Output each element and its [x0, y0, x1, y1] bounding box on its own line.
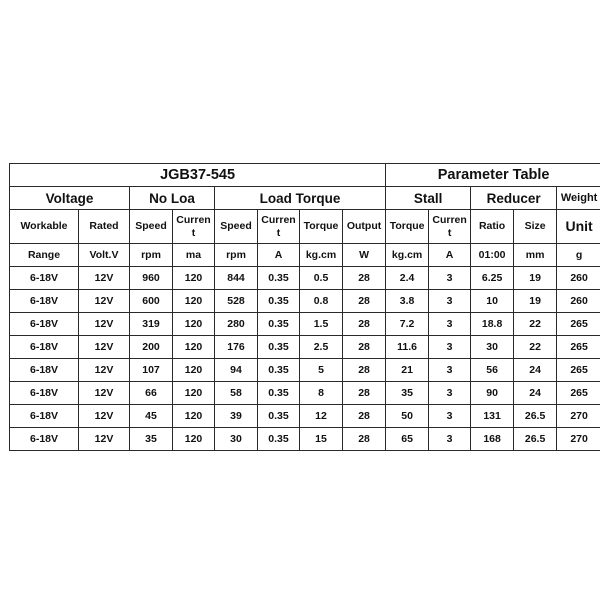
table-cell: 8	[300, 382, 343, 405]
table-cell: 2.4	[386, 267, 429, 290]
table-cell: 11.6	[386, 336, 429, 359]
table-cell: 120	[173, 382, 215, 405]
table-cell: 120	[173, 267, 215, 290]
table-cell: 3.8	[386, 290, 429, 313]
subheader-cell: Unit	[557, 210, 600, 244]
table-cell: 65	[386, 428, 429, 451]
table-cell: 39	[215, 405, 258, 428]
table-cell: 0.35	[258, 405, 300, 428]
group-reducer: Reducer	[471, 187, 557, 210]
table-cell: 120	[173, 313, 215, 336]
table-cell: 600	[130, 290, 173, 313]
table-row	[10, 382, 600, 405]
table-cell: 28	[343, 428, 386, 451]
table-row	[10, 336, 600, 359]
table-cell: 3	[429, 428, 471, 451]
table-cell: 0.35	[258, 359, 300, 382]
table-cell: 19	[514, 290, 557, 313]
subheader-cell: Curren t	[258, 210, 300, 244]
table-cell: 58	[215, 382, 258, 405]
table-cell: 45	[130, 405, 173, 428]
table-cell: 2.5	[300, 336, 343, 359]
table-cell: 28	[343, 359, 386, 382]
table-cell: 28	[343, 336, 386, 359]
table-cell: 90	[471, 382, 514, 405]
table-cell: 3	[429, 405, 471, 428]
table-cell: 10	[471, 290, 514, 313]
subheader-cell: Workable	[10, 210, 79, 244]
table-row	[10, 313, 600, 336]
table-cell: 0.8	[300, 290, 343, 313]
table-cell: 960	[130, 267, 173, 290]
table-cell: 265	[557, 359, 600, 382]
table-row	[10, 359, 600, 382]
table-cell: 56	[471, 359, 514, 382]
table-cell: 24	[514, 382, 557, 405]
table-cell: 12V	[79, 336, 130, 359]
table-cell: 6-18V	[10, 290, 79, 313]
table-cell: 120	[173, 359, 215, 382]
table-cell: 528	[215, 290, 258, 313]
unit-cell: kg.cm	[386, 244, 429, 267]
table-cell: 50	[386, 405, 429, 428]
parameter-table	[9, 163, 600, 451]
table-cell: 131	[471, 405, 514, 428]
table-cell: 35	[130, 428, 173, 451]
unit-row	[10, 244, 600, 267]
table-cell: 270	[557, 428, 600, 451]
table-cell: 0.35	[258, 382, 300, 405]
unit-cell: rpm	[130, 244, 173, 267]
data-rows	[10, 267, 600, 451]
table-cell: 5	[300, 359, 343, 382]
table-cell: 28	[343, 267, 386, 290]
table-cell: 3	[429, 313, 471, 336]
table-cell: 28	[343, 382, 386, 405]
table-cell: 3	[429, 359, 471, 382]
table-cell: 280	[215, 313, 258, 336]
table-cell: 12V	[79, 313, 130, 336]
table-cell: 319	[130, 313, 173, 336]
table-cell: 260	[557, 290, 600, 313]
table-cell: 12V	[79, 382, 130, 405]
unit-cell: g	[557, 244, 600, 267]
table-cell: 18.8	[471, 313, 514, 336]
table-cell: 265	[557, 313, 600, 336]
unit-cell: ma	[173, 244, 215, 267]
table-cell: 168	[471, 428, 514, 451]
unit-cell: Range	[10, 244, 79, 267]
subheader-cell: Size	[514, 210, 557, 244]
unit-cell: mm	[514, 244, 557, 267]
unit-cell: 01:00	[471, 244, 514, 267]
table-cell: 26.5	[514, 405, 557, 428]
subheader-cell: Speed	[215, 210, 258, 244]
table-cell: 12V	[79, 267, 130, 290]
table-cell: 22	[514, 313, 557, 336]
group-stall: Stall	[386, 187, 471, 210]
unit-cell: rpm	[215, 244, 258, 267]
table-row	[10, 290, 600, 313]
table-cell: 6.25	[471, 267, 514, 290]
table-cell: 35	[386, 382, 429, 405]
table-cell: 21	[386, 359, 429, 382]
subheader-cell: Output	[343, 210, 386, 244]
table-cell: 12V	[79, 290, 130, 313]
unit-cell: W	[343, 244, 386, 267]
group-weight: Weight	[557, 187, 600, 210]
group-no-load: No Loa	[130, 187, 215, 210]
unit-cell: A	[429, 244, 471, 267]
unit-cell: A	[258, 244, 300, 267]
group-voltage: Voltage	[10, 187, 130, 210]
table-cell: 6-18V	[10, 405, 79, 428]
group-header-row	[10, 187, 600, 210]
subheader-cell: Torque	[300, 210, 343, 244]
table-cell: 6-18V	[10, 313, 79, 336]
table-cell: 107	[130, 359, 173, 382]
table-cell: 30	[215, 428, 258, 451]
model-title: JGB37-545	[10, 164, 386, 187]
table-cell: 1.5	[300, 313, 343, 336]
table-cell: 6-18V	[10, 267, 79, 290]
table-cell: 3	[429, 267, 471, 290]
table-cell: 28	[343, 405, 386, 428]
table-cell: 19	[514, 267, 557, 290]
table-cell: 12V	[79, 359, 130, 382]
table-cell: 0.35	[258, 313, 300, 336]
table-row	[10, 267, 600, 290]
table-cell: 120	[173, 290, 215, 313]
table-title: Parameter Table	[386, 164, 600, 187]
table-cell: 30	[471, 336, 514, 359]
table-cell: 7.2	[386, 313, 429, 336]
title-row	[10, 164, 600, 187]
table-cell: 0.35	[258, 267, 300, 290]
table-cell: 265	[557, 382, 600, 405]
table-cell: 28	[343, 290, 386, 313]
table-cell: 6-18V	[10, 359, 79, 382]
table-cell: 3	[429, 336, 471, 359]
subheader-cell: Curren t	[429, 210, 471, 244]
table-cell: 66	[130, 382, 173, 405]
unit-cell: Volt.V	[79, 244, 130, 267]
table-cell: 0.35	[258, 336, 300, 359]
table-cell: 12V	[79, 405, 130, 428]
subheader-cell: Ratio	[471, 210, 514, 244]
table-cell: 3	[429, 290, 471, 313]
table-cell: 270	[557, 405, 600, 428]
subheader-row	[10, 210, 600, 244]
table-cell: 26.5	[514, 428, 557, 451]
group-load-torque: Load Torque	[215, 187, 386, 210]
subheader-cell: Torque	[386, 210, 429, 244]
table-cell: 12	[300, 405, 343, 428]
table-cell: 22	[514, 336, 557, 359]
table-cell: 844	[215, 267, 258, 290]
table-cell: 260	[557, 267, 600, 290]
table-cell: 15	[300, 428, 343, 451]
table-cell: 6-18V	[10, 428, 79, 451]
table-cell: 176	[215, 336, 258, 359]
table-cell: 0.5	[300, 267, 343, 290]
unit-cell: kg.cm	[300, 244, 343, 267]
subheader-cell: Rated	[79, 210, 130, 244]
table-cell: 120	[173, 336, 215, 359]
table-cell: 0.35	[258, 428, 300, 451]
table-cell: 94	[215, 359, 258, 382]
table-cell: 265	[557, 336, 600, 359]
table-cell: 0.35	[258, 290, 300, 313]
table-cell: 120	[173, 428, 215, 451]
table-cell: 3	[429, 382, 471, 405]
table-cell: 12V	[79, 428, 130, 451]
table-cell: 24	[514, 359, 557, 382]
table-row	[10, 428, 600, 451]
table-cell: 6-18V	[10, 382, 79, 405]
table-cell: 6-18V	[10, 336, 79, 359]
table-cell: 120	[173, 405, 215, 428]
table-row	[10, 405, 600, 428]
subheader-cell: Curren t	[173, 210, 215, 244]
table-cell: 200	[130, 336, 173, 359]
subheader-cell: Speed	[130, 210, 173, 244]
table-cell: 28	[343, 313, 386, 336]
